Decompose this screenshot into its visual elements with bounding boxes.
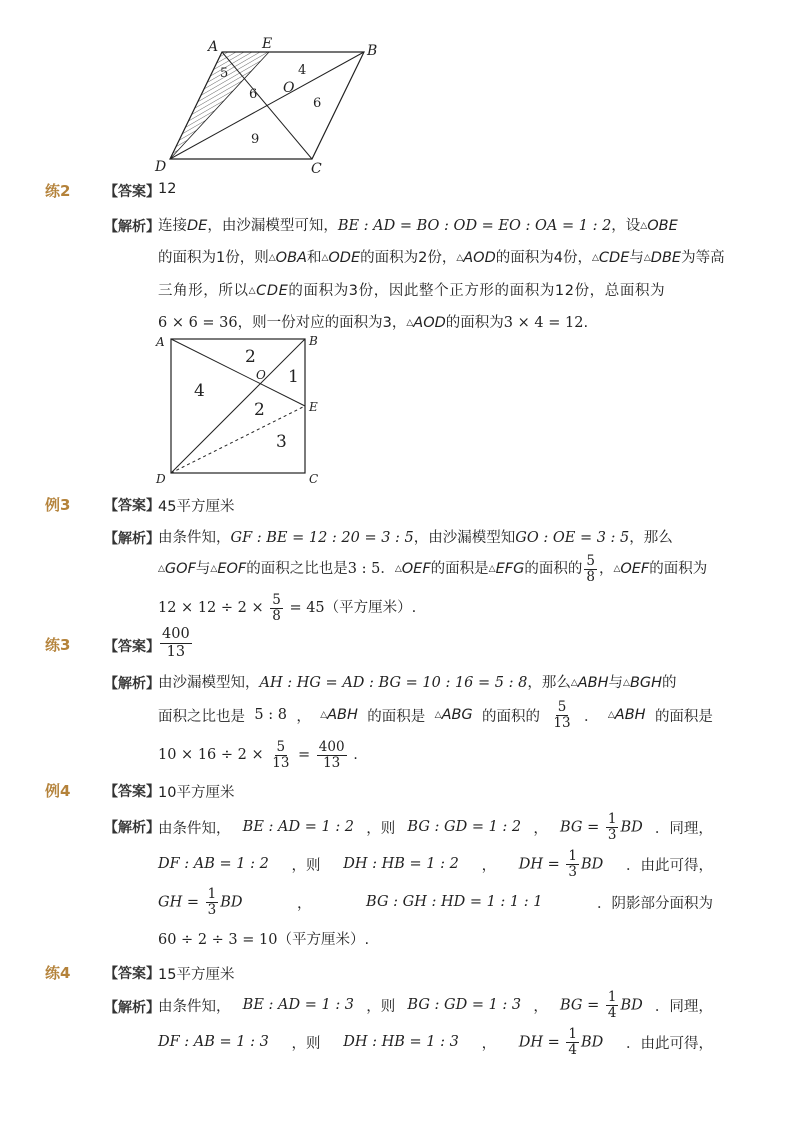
region-4: 4 (298, 63, 307, 78)
region-6-left: 6 (249, 87, 258, 102)
analysis-tag: 【解析】 (104, 676, 160, 692)
region-2-top: 2 (245, 347, 256, 367)
analysis-line-1: 由条件知， BE : AD = 1 : 2 ，则 BG : GD = 1 : 2 ， BG = $\frac{1}{3}$ BD ．同理， (158, 810, 713, 843)
region-6-right: 6 (313, 96, 322, 111)
label-O: O (283, 80, 295, 96)
analysis-line-2: DF : AB = 1 : 2 ，则 DH : HB = 1 : 2 ， DH = $\frac{1}{3}$ BD ．由此可得， (158, 847, 713, 880)
label-C: C (309, 472, 319, 486)
fraction-1-3: $\frac{1}{3}$ (607, 810, 617, 843)
answer-value (158, 626, 194, 661)
label-O: O (256, 368, 266, 382)
analysis-tag: 【解析】 (104, 1000, 160, 1016)
answer-value: 12 (158, 181, 177, 197)
fraction-1-4: $\frac{1}{4}$ (568, 1025, 577, 1058)
analysis-line-1: 由沙漏模型知，AH : HG = AD : BG = 10 : 16 = 5 : 8，那么△ABH与△BGH的 (158, 675, 677, 691)
label-E: E (262, 36, 273, 52)
fraction-5-8: $\frac{5}{8}$ (272, 591, 281, 624)
fraction-400-13: $\frac{400}{13}$ (318, 738, 345, 771)
answer-tag: 【答案】 (104, 184, 160, 200)
label-B: B (367, 43, 378, 59)
exercise-label-lian3: 练3 (45, 636, 71, 654)
label-E: E (309, 400, 318, 414)
answer-value: 45平方厘米 (158, 499, 235, 515)
segment-AE (171, 339, 305, 406)
answer-tag: 【答案】 (104, 784, 160, 800)
square-figure (150, 332, 330, 492)
analysis-tag: 【解析】 (104, 531, 160, 547)
analysis-line-3: GH = $\frac{1}{3}$ BD ， BG : GH : HD = 1 : 1 : 1 ．阴影部分面积为 (158, 885, 713, 918)
fraction-1-3: $\frac{1}{3}$ (207, 885, 217, 918)
exercise-label-lian4: 练4 (45, 964, 71, 982)
parallelogram-figure (145, 35, 390, 180)
analysis-line-2: △GOF与△EOF的面积之比也是3 : 5．△OEF的面积是△EFG的面积的 $\frac{5}{8}$ ，△OEF的面积为 (158, 552, 708, 585)
label-A: A (156, 335, 165, 349)
analysis-line-1: 由条件知， BE : AD = 1 : 3 ，则 BG : GD = 1 : 3 ， BG = $\frac{1}{4}$ BD ．同理， (158, 988, 713, 1021)
answer-value: 10平方厘米 (158, 785, 235, 801)
region-1: 1 (288, 367, 299, 387)
analysis-line-2: 面积之比也是 5 : 8 ， △ABH 的面积是 △ABG 的面积的 $\frac{5}{13}$ ． △ABH 的面积是 (158, 698, 713, 731)
region-2-middle: 2 (254, 400, 265, 420)
region-4: 4 (194, 381, 205, 401)
label-C: C (311, 161, 322, 177)
example-label-li4: 例4 (45, 782, 71, 800)
example-label-li3: 例3 (45, 496, 71, 514)
label-D: D (155, 159, 167, 175)
analysis-line-4: 6 × 6 = 36，则一份对应的面积为3，△AOD的面积为3 × 4 = 12. (158, 315, 589, 331)
fraction-5-8: $\frac{5}{8}$ (586, 552, 595, 585)
region-5: 5 (220, 66, 229, 81)
label-A: A (208, 39, 219, 55)
fraction-1-4: $\frac{1}{4}$ (607, 988, 617, 1021)
answer-tag: 【答案】 (104, 498, 160, 514)
region-9: 9 (251, 132, 260, 147)
answer-value: 15平方厘米 (158, 967, 235, 983)
analysis-line-3: 三角形，所以△CDE的面积为3份，因此整个正方形的面积为12份，总面积为 (158, 283, 666, 299)
analysis-line-2: 的面积为1份，则△OBA和△ODE的面积为2份，△AOD的面积为4份，△CDE与△DBE为等高 (158, 250, 725, 266)
analysis-line-2: DF : AB = 1 : 3 ，则 DH : HB = 1 : 3 ， DH = $\frac{1}{4}$ BD ．由此可得， (158, 1025, 713, 1058)
analysis-line-4: 60 ÷ 2 ÷ 3 = 10（平方厘米）. (158, 932, 370, 948)
answer-tag: 【答案】 (104, 966, 160, 982)
answer-fraction: $\frac{400}{13}$ (162, 626, 190, 660)
analysis-line-1: 由条件知，GF : BE = 12 : 20 = 3 : 5，由沙漏模型知GO : OE = 3 : 5，那么 (158, 530, 673, 546)
label-B: B (309, 334, 318, 348)
answer-tag: 【答案】 (104, 639, 160, 655)
analysis-line-3: 10 × 16 ÷ 2 × $\frac{5}{13}$ = $\frac{400}{13}$ . (158, 738, 358, 771)
diagonal-BD (171, 339, 305, 473)
exercise-label-lian2: 练2 (45, 182, 71, 200)
label-D: D (156, 472, 166, 486)
fraction-1-3: $\frac{1}{3}$ (568, 847, 577, 880)
analysis-tag: 【解析】 (104, 219, 160, 235)
fraction-5-13: $\frac{5}{13}$ (272, 738, 290, 771)
analysis-line-3: 12 × 12 ÷ 2 × $\frac{5}{8}$ = 45（平方厘米）. (158, 591, 417, 624)
analysis-line-1: 连接DE，由沙漏模型可知，BE : AD = BO : OD = EO : OA = 1 : 2，设△OBE (158, 218, 678, 234)
analysis-tag: 【解析】 (104, 820, 160, 836)
fraction-5-13: $\frac{5}{13}$ (553, 698, 571, 731)
region-3: 3 (276, 432, 287, 452)
